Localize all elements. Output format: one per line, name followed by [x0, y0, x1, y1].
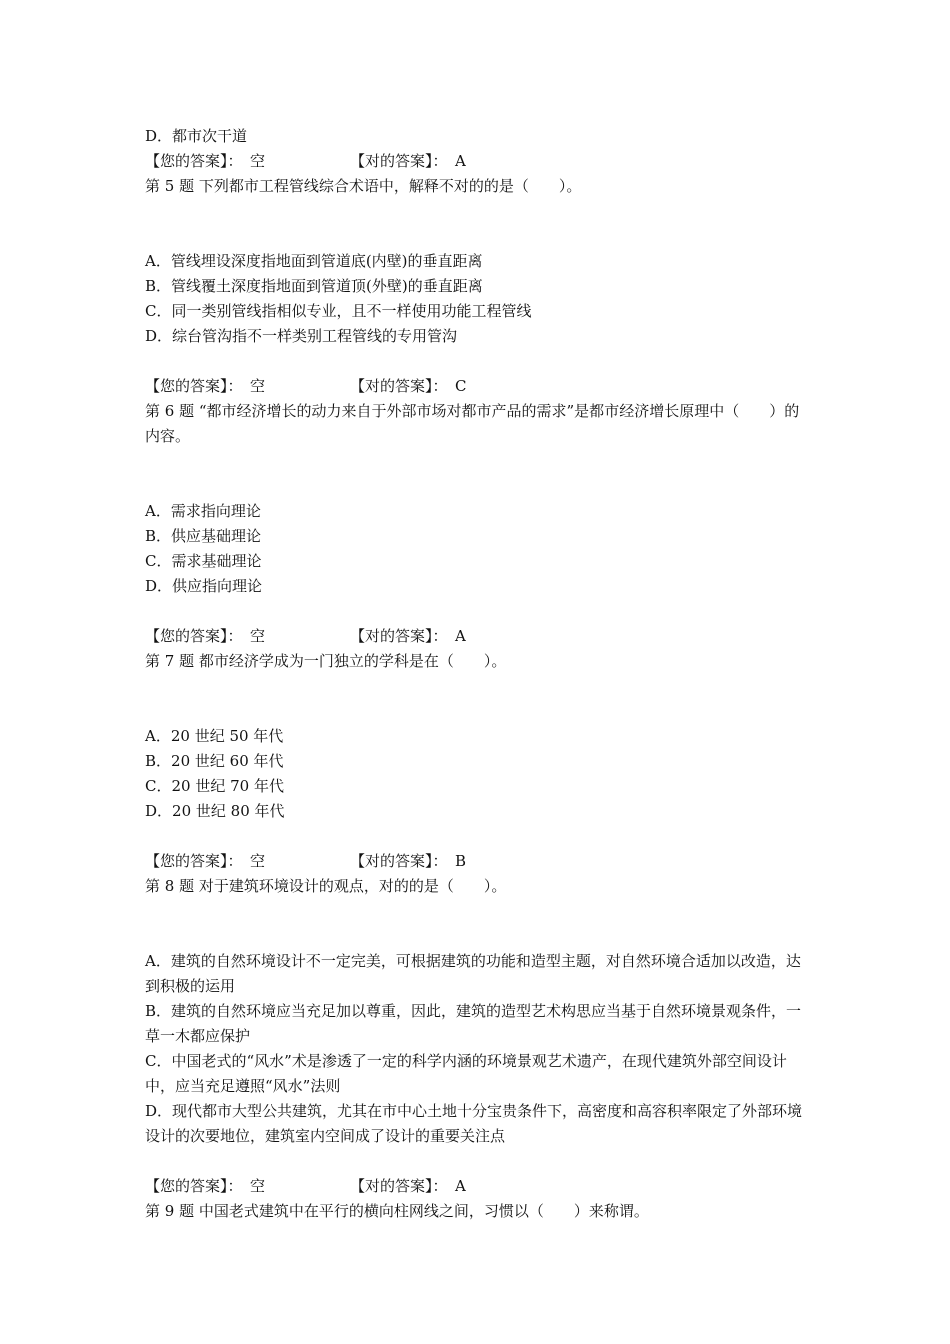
q6-option-c: C．需求基础理论	[145, 552, 262, 570]
correct-answer: 【对的答案】： A	[350, 1177, 466, 1195]
q5-option-c: C．同一类别管线指相似专业，且不一样使用功能工程管线	[145, 302, 532, 320]
q5-option-d: D．综台管沟指不一样类别工程管线的专用管沟	[145, 327, 458, 345]
your-answer: 【您的答案】： 空	[145, 627, 266, 645]
question-7-stem: 第 7 题 都市经济学成为一门独立的学科是在（ ）。	[145, 652, 507, 670]
question-8-stem: 第 8 题 对于建筑环境设计的观点，对的的是（ ）。	[145, 877, 507, 895]
question-5-stem: 第 5 题 下列都市工程管线综合术语中，解释不对的的是（ ）。	[145, 177, 582, 195]
q8-option-a: A．建筑的自然环境设计不一定完美，可根据建筑的功能和造型主题，对自然环境合适加以改造，达到积极的运用	[145, 952, 801, 995]
document-page	[145, 124, 810, 1224]
correct-answer: 【对的答案】： C	[350, 377, 467, 395]
answer-row-q6	[145, 624, 810, 649]
your-answer: 【您的答案】： 空	[145, 1177, 266, 1195]
q7-option-b: B．20 世纪 60 年代	[145, 752, 284, 770]
answer-row-q4	[145, 149, 810, 174]
your-answer: 【您的答案】： 空	[145, 852, 266, 870]
answer-row-q7	[145, 849, 810, 874]
q8-option-d: D．现代都市大型公共建筑，尤其在市中心土地十分宝贵条件下，高密度和高容积率限定了外部环境设计的次要地位，建筑室内空间成了设计的重要关注点	[145, 1102, 803, 1145]
q7-option-d: D．20 世纪 80 年代	[145, 802, 285, 820]
correct-answer: 【对的答案】： A	[350, 152, 466, 170]
q7-option-a: A．20 世纪 50 年代	[145, 727, 284, 745]
answer-row-q8	[145, 1174, 810, 1199]
your-answer: 【您的答案】： 空	[145, 377, 266, 395]
your-answer: 【您的答案】： 空	[145, 152, 266, 170]
correct-answer: 【对的答案】： B	[350, 852, 467, 870]
question-6-stem: 第 6 题 “都市经济增长的动力来自于外部市场对都市产品的需求”是都市经济增长原理中（ ）的内容。	[145, 402, 800, 445]
question-9-stem: 第 9 题 中国老式建筑中在平行的横向柱网线之间，习惯以（ ）来称谓。	[145, 1202, 649, 1220]
q8-option-c: C．中国老式的“风水”术是渗透了一定的科学内涵的环境景观艺术遗产，在现代建筑外部空间设计中，应当充足遵照“风水”法则	[145, 1052, 787, 1095]
q6-option-a: A．需求指向理论	[145, 502, 261, 520]
q8-option-b: B．建筑的自然环境应当充足加以尊重，因此，建筑的造型艺术构思应当基于自然环境景观条件，一草一木都应保护	[145, 1002, 802, 1045]
q7-option-c: C．20 世纪 70 年代	[145, 777, 284, 795]
q5-option-a: A．管线埋设深度指地面到管道底(内壁)的垂直距离	[145, 252, 483, 270]
q6-option-d: D．供应指向理论	[145, 577, 263, 595]
answer-row-q5	[145, 374, 810, 399]
option-d-q4: D．都市次干道	[145, 127, 248, 145]
q6-option-b: B．供应基础理论	[145, 527, 262, 545]
q5-option-b: B．管线覆土深度指地面到管道顶(外壁)的垂直距离	[145, 277, 483, 295]
correct-answer: 【对的答案】： A	[350, 627, 466, 645]
